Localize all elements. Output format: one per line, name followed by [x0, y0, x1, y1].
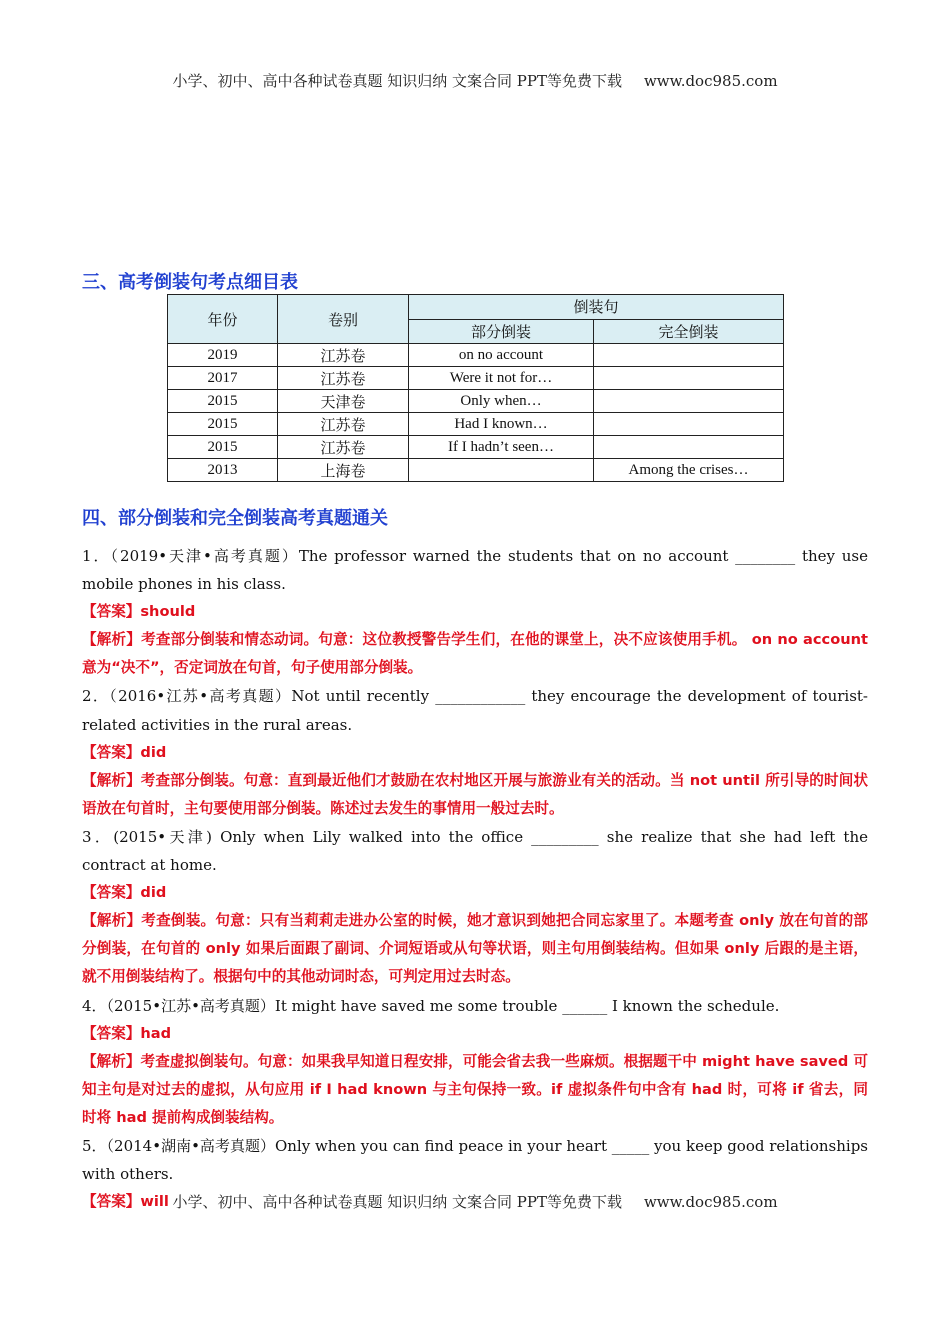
- header-full: 完全倒装: [594, 319, 784, 344]
- cell-partial: If I hadn’t seen…: [409, 436, 594, 459]
- header-inversion: 倒装句: [409, 295, 784, 320]
- cell-full: Among the crises…: [594, 459, 784, 482]
- explanation-1: 【解析】考查部分倒装和情态动词。句意：这位教授警告学生们，在他的课堂上，决不应该使用手机。 on no account 意为“决不”，否定词放在句首，句子使用部分倒装。: [82, 631, 868, 677]
- explanation-3: 【解析】考查倒装。句意：只有当莉莉走进办公室的时候，她才意识到她把合同忘家里了。本题考查 only 放在句首的部分倒装，在句首的 only 如果后面跟了副词、介词短语或从句等状语，则主句用倒装结构。但如果 only 后跟的是主语，就不用倒装结构了。根据句中的其他动词时态，可判定用过去时态。: [82, 912, 868, 986]
- explanation-4: 【解析】考查虚拟倒装句。句意：如果我早知道日程安排，可能会省去我一些麻烦。根据题干中 might have saved 可知主句是对过去的虚拟，从句应用 if I had known 与主句保持一致。if 虚拟条件句中含有 had 时，可将 if 省去，同时将 had 提前构成倒装结构。: [82, 1052, 868, 1126]
- cell-partial: Had I known…: [409, 413, 594, 436]
- header-url[interactable]: www.doc985.com: [643, 72, 778, 90]
- cell-year: 2013: [168, 459, 278, 482]
- answer-5: 【答案】will: [82, 1193, 169, 1211]
- cell-paper: 上海卷: [278, 459, 409, 482]
- table-row: [168, 390, 784, 413]
- cell-partial: Only when…: [409, 390, 594, 413]
- cell-full: [594, 367, 784, 390]
- question-1: 1．（2019•天津•高考真题）The professor warned the students that on no account ________ they use mobile phones in his class.: [82, 547, 868, 594]
- cell-year: 2017: [168, 367, 278, 390]
- cell-paper: 江苏卷: [278, 344, 409, 367]
- cell-year: 2015: [168, 436, 278, 459]
- table-row: [168, 413, 784, 436]
- cell-paper: 江苏卷: [278, 367, 409, 390]
- cell-full: [594, 390, 784, 413]
- section-3-title: 三、高考倒装句考点细目表: [82, 272, 298, 293]
- cell-year: 2015: [168, 413, 278, 436]
- cell-paper: 天津卷: [278, 390, 409, 413]
- page-footer: [0, 1191, 950, 1212]
- inversion-table: [167, 294, 784, 482]
- cell-full: [594, 436, 784, 459]
- cell-year: 2015: [168, 390, 278, 413]
- cell-paper: 江苏卷: [278, 413, 409, 436]
- header-year: 年份: [168, 295, 278, 344]
- question-list: [82, 542, 868, 1216]
- header-partial: 部分倒装: [409, 319, 594, 344]
- footer-text: 小学、初中、高中各种试卷真题 知识归纳 文案合同 PPT等免费下载: [172, 1193, 622, 1211]
- table-row: [168, 436, 784, 459]
- cell-full: [594, 344, 784, 367]
- cell-partial: on no account: [409, 344, 594, 367]
- table-row: [168, 459, 784, 482]
- answer-1: 【答案】should: [82, 603, 196, 621]
- question-2: 2．（2016•江苏•高考真题）Not until recently ____________ they encourage the development of tourist-related activities in the rural areas.: [82, 687, 868, 734]
- explanation-2: 【解析】考查部分倒装。句意：直到最近他们才鼓励在农村地区开展与旅游业有关的活动。当 not until 所引导的时间状语放在句首时，主句要使用部分倒装。陈述过去发生的事情用一般过去时。: [82, 771, 868, 817]
- cell-partial: Were it not for…: [409, 367, 594, 390]
- page-header: [0, 70, 950, 91]
- section-4-title: 四、部分倒装和完全倒装高考真题通关: [82, 508, 388, 529]
- answer-2: 【答案】did: [82, 743, 167, 761]
- table-row: [168, 344, 784, 367]
- cell-partial: [409, 459, 594, 482]
- answer-4: 【答案】had: [82, 1024, 172, 1042]
- cell-paper: 江苏卷: [278, 436, 409, 459]
- answer-3: 【答案】did: [82, 884, 167, 902]
- question-3: 3．(2015•天津) Only when Lily walked into the office _________ she realize that she had left the contract at home.: [82, 827, 868, 875]
- cell-full: [594, 413, 784, 436]
- question-4: 4．（2015•江苏•高考真题）It might have saved me some trouble ______ I known the schedule.: [82, 996, 780, 1015]
- question-5: 5．（2014•湖南•高考真题）Only when you can find peace in your heart _____ you keep good relationships with others.: [82, 1136, 868, 1184]
- cell-year: 2019: [168, 344, 278, 367]
- header-text: 小学、初中、高中各种试卷真题 知识归纳 文案合同 PPT等免费下载: [172, 72, 622, 90]
- header-paper: 卷别: [278, 295, 409, 344]
- table-row: [168, 367, 784, 390]
- footer-url[interactable]: www.doc985.com: [643, 1193, 778, 1211]
